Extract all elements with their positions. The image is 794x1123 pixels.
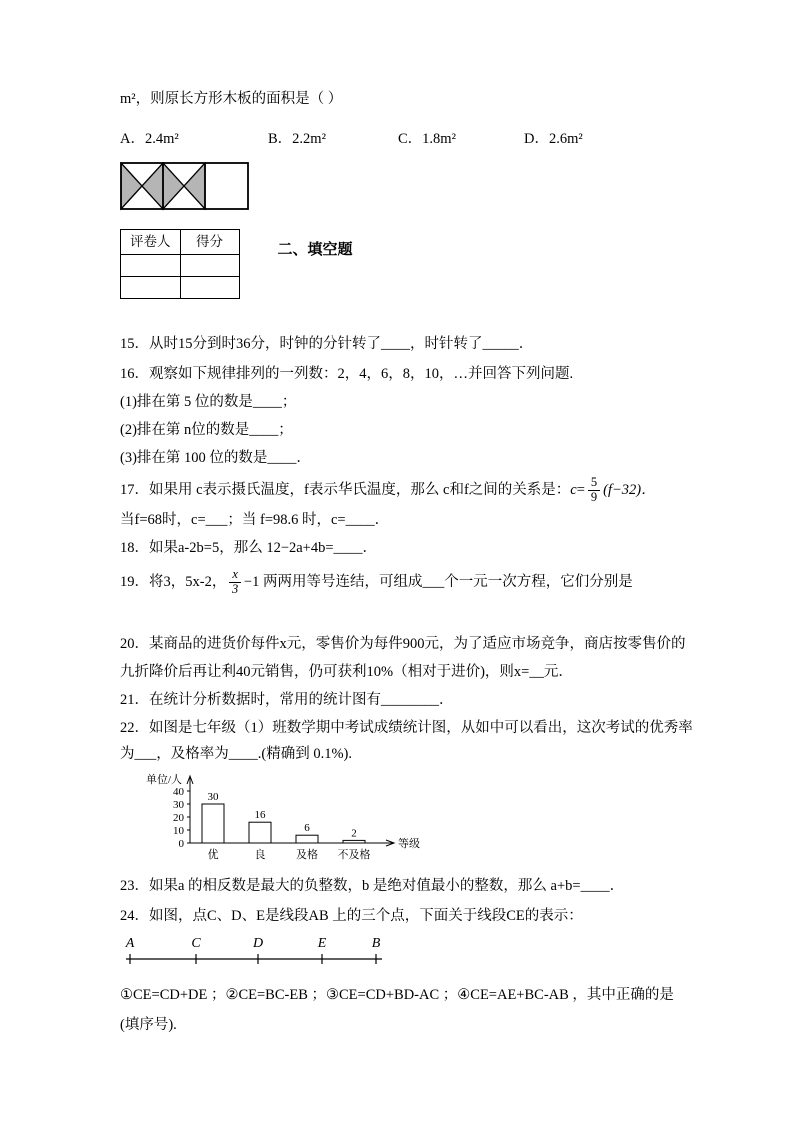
svg-text:40: 40	[173, 786, 184, 798]
option-d: D．2.6m²	[524, 131, 583, 147]
formula-tail: (f−32)．	[603, 482, 656, 498]
fraction-5-9	[588, 476, 600, 505]
grader-col-reviewer: 评卷人	[121, 230, 181, 255]
svg-text:0: 0	[178, 838, 184, 850]
fraction-denominator: 3	[232, 581, 239, 596]
grader-empty-row	[121, 277, 240, 299]
rectangle-triangles-svg	[120, 162, 250, 212]
grader-header-row	[121, 230, 240, 255]
formula-eq: =	[576, 482, 585, 498]
question-24-line1: 24．如图，点C、D、E是线段AB 上的三个点，下面关于线段CE的表示：	[120, 908, 583, 924]
question-22-line2: 为___，及格率为____.(精确到 0.1%).	[120, 746, 352, 762]
svg-text:30: 30	[173, 799, 184, 811]
segment-diagram	[124, 933, 682, 974]
page-content	[120, 88, 693, 1036]
question-18: 18．如果a-2b=5，那么 12−2a+4b=____．	[120, 540, 378, 556]
grader-cell-empty	[180, 277, 239, 299]
svg-text:D: D	[252, 936, 264, 951]
question-21: 21．在统计分析数据时，常用的统计图有________．	[120, 692, 454, 708]
grader-cell-empty	[121, 255, 181, 277]
grader-section	[120, 229, 682, 299]
question-19	[120, 567, 682, 597]
score-bar-chart	[146, 769, 682, 871]
question-19-lead: 19．将3，5x-2，	[120, 574, 227, 590]
svg-text:20: 20	[173, 812, 184, 824]
segment-diagram-svg	[124, 933, 388, 967]
question-20-line2: 九折降价后再让利40元销售，仍可获利10%（相对于进价)，则x=__元．	[120, 664, 573, 680]
svg-text:不及格: 不及格	[337, 849, 371, 861]
score-bar-chart-svg	[146, 769, 446, 864]
option-a: A．2.4m²	[120, 131, 179, 147]
question-15: 15．从时15分到时36分，时钟的分针转了____，时针转了_____．	[120, 336, 534, 352]
svg-text:单位/人: 单位/人	[146, 774, 183, 786]
question-24-items: ①CE=CD+DE ；②CE=BC-EB ；③CE=CD+BD-AC ；④CE=AE+BC-AB ，其中正确的是	[120, 987, 674, 1003]
question-17-lead: 17．如果用 c表示摄氏温度，f表示华氏温度，那么 c和f之间的关系是：	[120, 482, 571, 498]
svg-text:及格: 及格	[296, 849, 318, 861]
section-title: 二、填空题	[277, 242, 353, 258]
svg-text:优: 优	[207, 849, 219, 861]
question-19-tail: −1 两两用等号连结，可组成___个一元一次方程，它们分别是	[243, 574, 633, 590]
svg-text:良: 良	[254, 849, 266, 861]
svg-text:等级: 等级	[398, 838, 420, 850]
rectangle-triangles-figure	[120, 162, 682, 219]
svg-text:B: B	[371, 936, 381, 951]
svg-text:16: 16	[254, 809, 266, 822]
svg-text:10: 10	[173, 825, 184, 837]
svg-text:2: 2	[351, 827, 357, 840]
fraction-numerator: 5	[588, 476, 600, 491]
svg-text:30: 30	[207, 791, 219, 803]
grader-empty-row	[121, 255, 240, 277]
choice-options-row	[120, 128, 682, 150]
question-24-note: (填序号).	[120, 1017, 177, 1033]
question-16-sub2: (2)排在第 n位的数是____；	[120, 422, 293, 438]
fraction-x-3	[229, 568, 241, 597]
svg-text:6: 6	[304, 822, 310, 835]
question-22-line1: 22．如图是七年级（1）班数学期中考试成绩统计图，从如中可以看出，这次考试的优秀率	[120, 720, 693, 736]
fraction-numerator: x	[229, 568, 241, 583]
svg-text:A: A	[125, 936, 135, 951]
grader-cell-empty	[121, 277, 181, 299]
question-23: 23．如果a 的相反数是最大的负整数，b 是绝对值最小的整数，那么 a+b=____．	[120, 878, 625, 894]
grader-cell-empty	[180, 255, 239, 277]
option-c: C．1.8m²	[398, 131, 456, 147]
grader-table	[120, 229, 240, 299]
question-16-sub3: (3)排在第 100 位的数是____．	[120, 450, 311, 466]
formula-var: c	[570, 482, 577, 498]
question-16-sub1: (1)排在第 5 位的数是____；	[120, 394, 297, 410]
question-17	[120, 475, 682, 505]
grader-col-score: 得分	[180, 230, 239, 255]
option-b: B．2.2m²	[268, 131, 326, 147]
question-stem-continuation: m²，则原长方形木板的面积是（ ）	[120, 91, 343, 107]
question-20-line1: 20．某商品的进货价每件x元，零售价为每件900元，为了适应市场竞争，商店按零售价的	[120, 636, 686, 652]
svg-text:E: E	[317, 936, 327, 951]
question-17-line2: 当f=68时，c=___；当 f=98.6 时，c=____．	[120, 512, 390, 528]
question-16: 16．观察如下规律排列的一列数：2，4，6，8，10，…并回答下列问题.	[120, 366, 574, 382]
svg-text:C: C	[191, 936, 201, 951]
fraction-denominator: 9	[590, 489, 598, 504]
